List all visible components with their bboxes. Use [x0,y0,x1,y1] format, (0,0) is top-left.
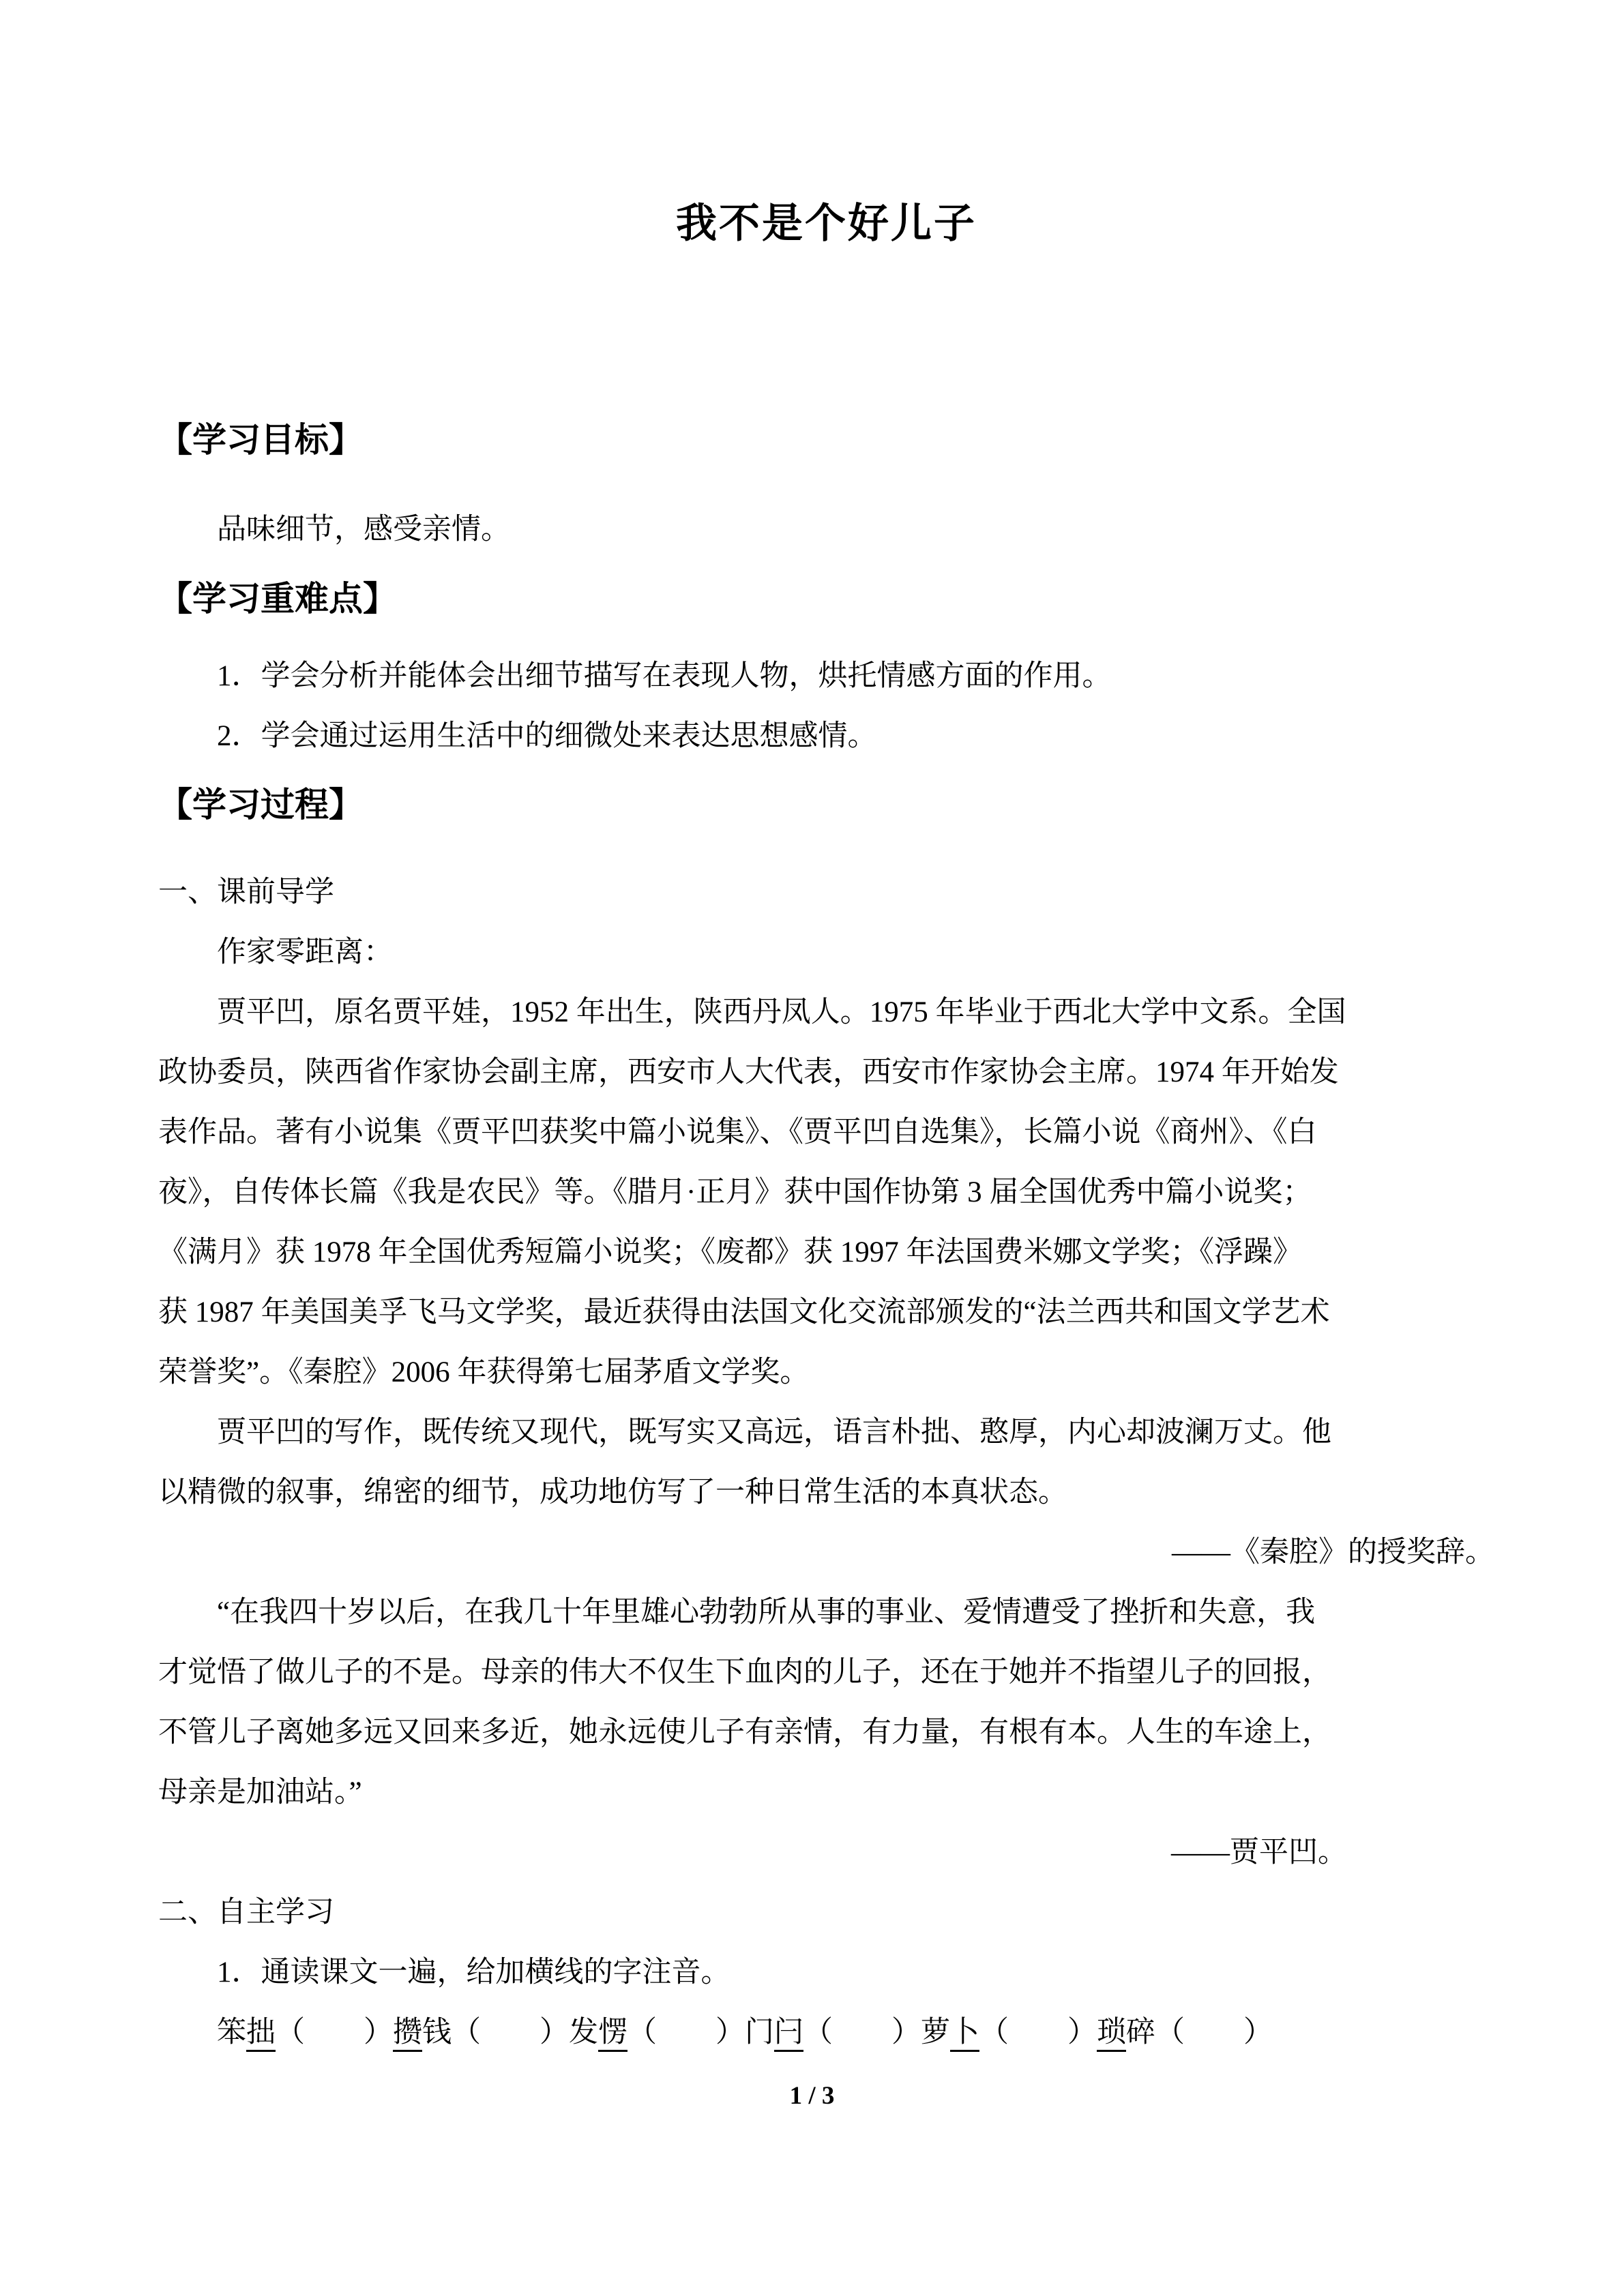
underlined-char: 攒 [393,2016,422,2052]
quote-line: “在我四十岁以后，在我几十年里雄心勃勃所从事的事业、爱情遭受了挫折和失意，我 [217,1596,1316,1628]
bio-line: 表作品。著有小说集《贾平凹获奖中篇小说集》、《贾平凹自选集》，长篇小说《商州》、《白 [158,1116,1317,1148]
attribution-qinqiang: ——《秦腔》的授奖辞。 [1172,1536,1494,1568]
part1-heading: 一、课前导学 [158,876,334,908]
underlined-char: 琐 [1097,2016,1126,2052]
pinyin-exercise-row [158,2003,1494,2063]
answer-blank: （ ） [979,2016,1097,2048]
bio-line: 《满月》获 1978 年全国优秀短篇小说奖；《废都》获 1997 年法国费米娜文学奖；《浮躁》 [158,1236,1302,1268]
keypoint-item-2: 2．学会通过运用生活中的细微处来表达思想感情。 [217,720,877,752]
goal-text: 品味细节，感受亲情。 [217,513,510,546]
writer-line: 贾平凹的写作，既传统又现代，既写实又高远，语言朴拙、憨厚，内心却波澜万丈。他 [217,1416,1331,1448]
keypoint-item-1: 1．学会分析并能体会出细节描写在表现人物，烘托情感方面的作用。 [217,660,1112,692]
bio-line: 夜》，自传体长篇《我是农民》等。《腊月·正月》获中国作协第 3 届全国优秀中篇小说奖； [158,1176,1312,1208]
answer-blank: （ ） [803,2016,921,2048]
attribution-jiapingwa: ——贾平凹。 [1171,1836,1347,1868]
section-header-keypoints: 【学习重难点】 [158,580,397,618]
pinyin-item: 萝卜（ ） [921,2016,1097,2052]
bio-line: 荣誉奖”。《秦腔》2006 年获得第七届茅盾文学奖。 [158,1356,810,1388]
underlined-char: 拙 [246,2016,276,2052]
quote-line: 才觉悟了做儿子的不是。母亲的伟大不仅生下血肉的儿子，还在于她并不指望儿子的回报， [158,1656,1331,1688]
pinyin-item: 笨拙（ ） [217,2016,393,2052]
pinyin-item: 琐碎（ ） [1097,2016,1273,2052]
answer-blank: （ ） [452,2016,569,2048]
bio-line: 政协委员，陕西省作家协会副主席，西安市人大代表，西安市作家协会主席。1974 年开始发 [158,1056,1339,1088]
quote-line: 母亲是加油站。” [158,1776,362,1808]
section-header-goals: 【学习目标】 [158,421,363,459]
writer-line: 以精微的叙事，绵密的细节，成功地仿写了一种日常生活的本真状态。 [158,1476,1067,1508]
page-number: 1 / 3 [789,2082,835,2110]
part2-heading: 二、自主学习 [158,1896,334,1928]
underlined-char: 闩 [774,2016,803,2052]
bio-line: 获 1987 年美国美孚飞马文学奖，最近获得由法国文化交流部颁发的“法兰西共和国文学艺术 [158,1296,1330,1328]
page-title: 我不是个好儿子 [676,201,977,246]
pinyin-item: 攒钱（ ） [393,2016,569,2052]
answer-blank: （ ） [276,2016,393,2048]
pinyin-item: 门闩（ ） [745,2016,921,2052]
quote-line: 不管儿子离她多远又回来多近，她永远使儿子有亲情，有力量，有根有本。人生的车途上， [158,1716,1331,1748]
task1-text: 1．通读课文一遍，给加横线的字注音。 [217,1956,730,1988]
part1-subheading: 作家零距离： [217,936,393,968]
answer-blank: （ ） [628,2016,745,2048]
section-header-process: 【学习过程】 [158,786,363,824]
answer-blank: （ ） [1155,2016,1273,2048]
underlined-char: 卜 [950,2016,979,2052]
pinyin-item: 发愣（ ） [569,2016,745,2052]
bio-line: 贾平凹，原名贾平娃，1952 年出生，陕西丹凤人。1975 年毕业于西北大学中文系。全国 [217,996,1346,1028]
underlined-char: 愣 [598,2016,628,2052]
